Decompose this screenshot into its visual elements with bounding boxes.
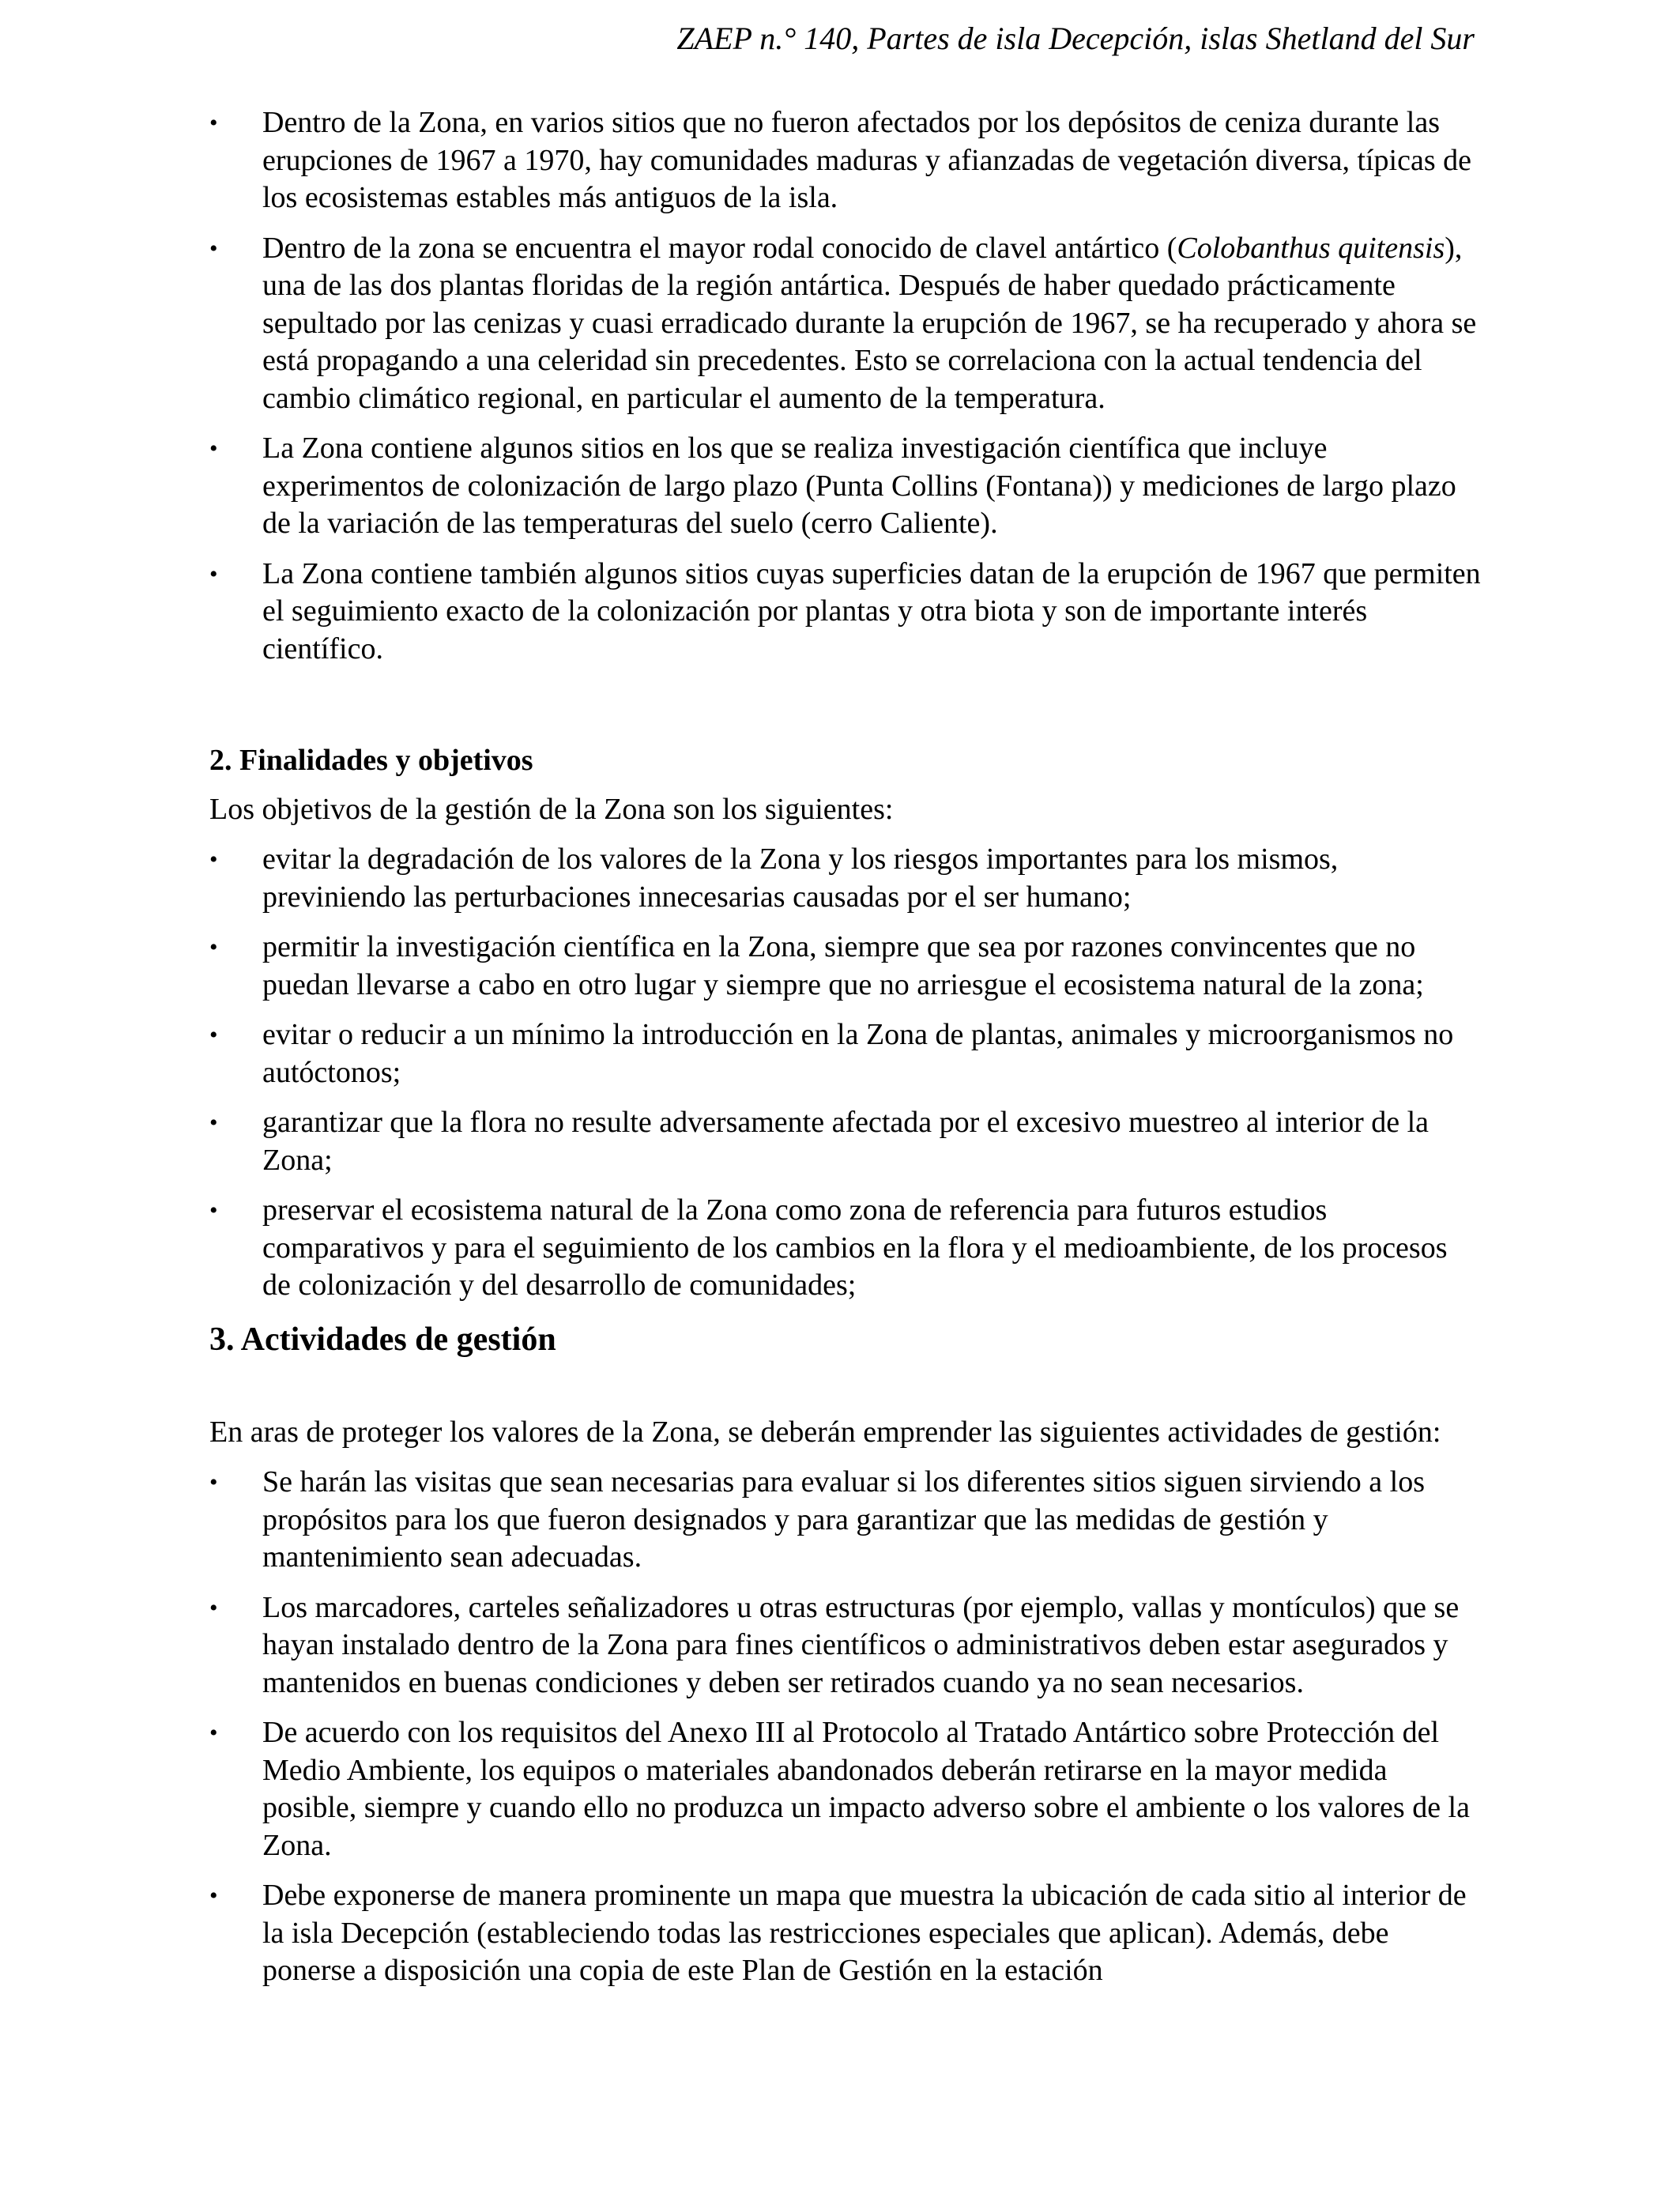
bullet-icon: • [209, 235, 218, 262]
list-item-text: Los marcadores, carteles señalizadores u otras estructuras (por ejemplo, vallas y montículos) que se hayan instalado dentro de la Zona para fines científicos o administrativos deben estar asegurados y mantenidos en buenas condiciones y deben ser retirados cuando ya no sean necesarios. [262, 1590, 1460, 1699]
bullet-icon: • [209, 110, 218, 136]
list-item [209, 841, 1482, 916]
section-intro: Los objetivos de la gestión de la Zona son los siguientes: [209, 792, 894, 826]
list-item-text: La Zona contiene también algunos sitios cuyas superficies datan de la erupción de 1967 que permiten el seguimiento exacto de la colonización por plantas y otra biota y son de importante interés científico. [262, 556, 1481, 665]
list-item-text: preservar el ecosistema natural de la Zona como zona de referencia para futuros estudios comparativos y para el seguimiento de los cambios en la flora y el medioambiente, de los procesos de colonización y del desarrollo de comunidades; [262, 1193, 1448, 1302]
list-item-text: permitir la investigación científica en la Zona, siempre que sea por razones convincentes que no puedan llevarse a cabo en otro lugar y siempre que no arriesgue el ecosistema natural de la zona; [262, 930, 1424, 1001]
running-header: ZAEP n.° 140, Partes de isla Decepción, islas Shetland del Sur [676, 21, 1475, 56]
bullet-icon: • [209, 1197, 218, 1223]
list-item [209, 1589, 1482, 1702]
section1-bullet-list [209, 104, 1482, 668]
list-item [209, 1464, 1482, 1577]
section-intro: En aras de proteger los valores de la Zona, se deberán emprender las siguientes actividades de gestión: [209, 1415, 1441, 1449]
document-body [209, 104, 1482, 2003]
list-item [209, 556, 1482, 669]
list-item-text-after: ), una de las dos plantas floridas de la región antártica. Después de haber quedado prácticamente sepultado por las cenizas y cuasi erradicado durante la erupción de 1967, se ha recuperado y ahora se está propagando a una celeridad sin precedentes. Esto se correlaciona con la actual tendencia del cambio climático regional, en particular el aumento de la temperatura. [262, 231, 1477, 415]
list-item-text: Debe exponerse de manera prominente un mapa que muestra la ubicación de cada sitio al interior de la isla Decepción (estableciendo todas las restricciones especiales que aplican). Además, debe ponerse a disposición una copia de este Plan de Gestión en la estación [262, 1879, 1467, 1987]
list-item [209, 1877, 1482, 1990]
bullet-icon: • [209, 1022, 218, 1048]
list-item [209, 104, 1482, 217]
list-item [209, 929, 1482, 1004]
section-heading: 2. Finalidades y objetivos [209, 744, 533, 777]
bullet-icon: • [209, 1883, 218, 1909]
bullet-icon: • [209, 435, 218, 462]
bullet-icon: • [209, 934, 218, 960]
bullet-icon: • [209, 1720, 218, 1746]
bullet-icon: • [209, 1469, 218, 1495]
list-item [209, 1192, 1482, 1305]
list-item-text: evitar la degradación de los valores de la Zona y los riesgos importantes para los mismos, previniendo las perturbaciones innecesarias causadas por el ser humano; [262, 843, 1339, 914]
species-name: Colobanthus quitensis [1177, 231, 1445, 265]
list-item [209, 230, 1482, 418]
list-item-text: De acuerdo con los requisitos del Anexo III al Protocolo al Tratado Antártico sobre Protección del Medio Ambiente, los equipos o materiales abandonados deberán retirarse en la mayor medida posible, siempre y cuando ello no produzca un impacto adverso sobre el ambiente o los valores de la Zona. [262, 1716, 1470, 1862]
list-item-text: garantizar que la flora no resulte adversamente afectada por el excesivo muestreo al interior de la Zona; [262, 1106, 1430, 1177]
list-item [209, 430, 1482, 543]
bullet-icon: • [209, 846, 218, 873]
list-item [209, 1714, 1482, 1864]
objectives-bullet-list [209, 841, 1482, 1305]
list-item-text: evitar o reducir a un mínimo la introducción en la Zona de plantas, animales y microorganismos no autóctonos; [262, 1018, 1454, 1089]
list-item-text-before: Dentro de la zona se encuentra el mayor rodal conocido de clavel antártico ( [262, 231, 1177, 265]
bullet-icon: • [209, 1110, 218, 1136]
list-item [209, 1104, 1482, 1179]
bullet-icon: • [209, 560, 218, 587]
bullet-icon: • [209, 1594, 218, 1621]
list-item-text: Se harán las visitas que sean necesarias para evaluar si los diferentes sitios siguen sirviendo a los propósitos para los que fueron designados y para garantizar que las medidas de gestión y mantenimiento sean adecuadas. [262, 1465, 1426, 1574]
list-item-text: Dentro de la Zona, en varios sitios que no fueron afectados por los depósitos de ceniza durante las erupciones de 1967 a 1970, hay comunidades maduras y afianzadas de vegetación diversa, típicas de los ecosistemas estables más antiguos de la isla. [262, 106, 1472, 214]
list-item [209, 1016, 1482, 1091]
management-bullet-list [209, 1464, 1482, 1990]
list-item-text: La Zona contiene algunos sitios en los que se realiza investigación científica que incluye experimentos de colonización de largo plazo (Punta Collins (Fontana)) y mediciones de largo plazo de la variación de las temperaturas del suelo (cerro Caliente). [262, 432, 1456, 540]
section-heading: 3. Actividades de gestión [209, 1321, 556, 1358]
